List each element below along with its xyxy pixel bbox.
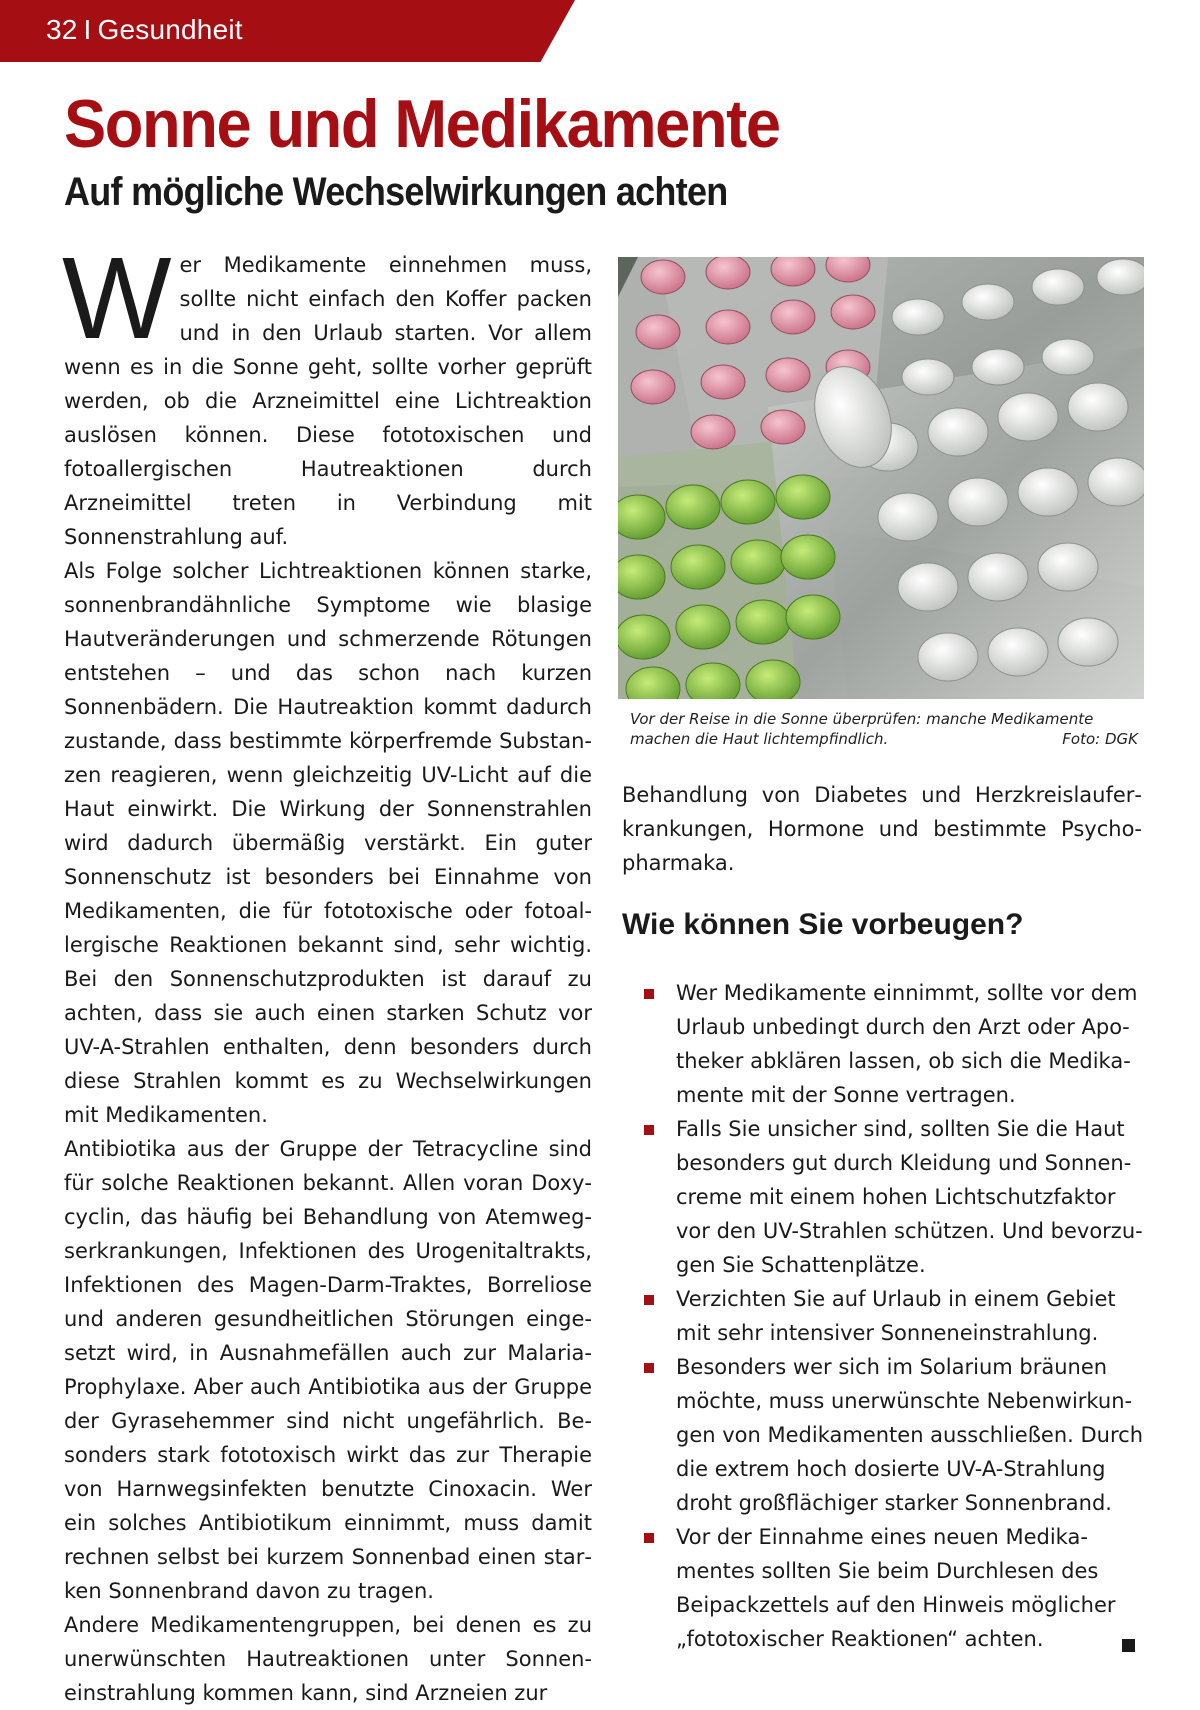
tip-text: Falls Sie unsicher sind, sollten Sie die Haut besonders gut durch Kleidung und Sonnencreme mit einem hohen Lichtschutzfaktor vor den UV-Strahlen schützen. Und bevorzugen Sie Schattenplätze. [676,1117,1143,1277]
bullet-square-icon [644,1125,654,1135]
white-tablet [962,284,1014,320]
pink-pill [706,257,750,289]
section-name: Gesundheit [97,14,243,45]
pink-pill [636,315,680,349]
body-paragraph: Als Folge solcher Lichtreaktionen können starke, sonnenbrandähnliche Symptome wie blasige Hautveränderungen und schmerzende Rötungen entstehen – und das schon nach kurzen Sonnenbädern. Die Hautreaktion kommt dadurch zustande, dass bestimmte körperfremde Substanzen reagieren, wenn gleichzeitig UV-Licht auf die Haut einwirkt. Die Wirkung der Sonnenstrahlen wird dadurch übermäßig verstärkt. Ein guter Sonnenschutz ist besonders bei Einnahme von Medikamenten, die für fototoxische oder fotoallergische Reaktionen bekannt sind, sehr wichtig. Bei den Sonnenschutzprodukten ist darauf zu achten, dass sie auch einen starken Schutz vor UV-A-Strahlen enthalten, denn besonders durch diese Strahlen kommt es zu Wechselwirkungen mit Medikamenten. [64,559,592,1127]
pink-pill [706,310,750,344]
white-tablet [892,299,944,335]
prevention-tips-list [640,976,1145,1656]
page-number: 32 [46,14,78,45]
green-pill [676,605,730,649]
dropcap: W [62,233,172,363]
white-tablet [1032,269,1084,305]
right-column-continuation [622,778,1142,880]
photo-illustration [618,257,1144,699]
green-pill [736,600,790,644]
pink-pill [701,365,745,399]
white-tablet [1058,618,1118,666]
white-tablet [1042,339,1094,375]
white-tablet [1018,468,1078,516]
pink-pill [766,358,810,392]
pink-pill [771,300,815,334]
body-paragraph: Antibiotika aus der Gruppe der Tetracycline sind für solche Reaktionen bekannt. Allen voran Doxycyclin, das häufig bei Behandlung von Atemwegserkrankungen, Infektionen des Urogenitaltrakts, Infektionen des Magen-Darm-Traktes, Borreliose und anderen gesundheitlichen Störungen eingesetzt wird, in Ausnahmefällen auch zur Malaria-Prophylaxe. Aber auch Antibiotika aus der Gruppe der Gyrasehemmer sind nicht ungefährlich. Besonders stark fototoxisch wirkt das zur Therapie von Harnwegsinfekten benutzte Cinoxacin. Wer ein solches Antibiotikum einnimmt, muss damit rechnen selbst bei kurzem Sonnenbad einen starken Sonnenbrand davon zu tragen. [64,1137,592,1603]
pill-blister-photo [618,257,1144,699]
green-pill [781,535,835,579]
green-pill [618,555,665,599]
white-tablet [928,408,988,456]
pink-pill [691,415,735,449]
green-pill [666,485,720,529]
white-tablet [918,633,978,681]
bullet-square-icon [644,1533,654,1543]
green-pill [731,540,785,584]
white-tablet [988,628,1048,676]
bullet-square-icon [644,989,654,999]
pink-pill [831,295,875,329]
list-item [640,1112,1145,1282]
white-tablet [968,553,1028,601]
paragraph-text: er Medikamente einnehmen muss, sollte nicht einfach den Koffer packen und in den Urlaub starten. Vor allem wenn es in die Sonne geht, sollte vorher geprüft werden, ob die Arzneimittel eine Lichtreaktion auslösen können. Diese fototoxischen und fotoallergischen Hautreaktionen durch Arzneimittel treten in Verbindung mit Sonnenstrahlung auf. [64,253,592,549]
bullet-square-icon [644,1363,654,1373]
intro-paragraph [62,233,592,554]
body-paragraph: Andere Medikamentengruppen, bei denen es zu unerwünschten Hautreaktionen unter Sonneneinstrahlung kommen kann, sind Arzneien zur [64,1613,592,1705]
white-tablet [898,563,958,611]
pink-pill [771,257,815,286]
white-tablet [902,359,954,395]
white-tablet [1068,383,1128,431]
green-pill [618,615,670,659]
caption-text: Vor der Reise in die Sonne überprüfen: manche Medikamente machen die Haut lichtempfindlich. [630,710,1094,748]
list-item [640,1350,1145,1520]
header-separator: I [83,14,92,45]
left-column [62,233,592,1710]
green-pill [721,480,775,524]
green-pill [746,660,800,699]
white-tablet [948,478,1008,526]
green-pill [776,475,830,519]
tip-text: Verzichten Sie auf Urlaub in einem Gebiet mit sehr intensiver Sonneneinstrahlung. [676,1287,1116,1345]
article-subtitle: Auf mögliche Wechselwirkungen achten [64,170,728,214]
article-title: Sonne und Medikamente [64,86,780,162]
white-tablet [878,493,938,541]
section-heading: Wie können Sie vorbeugen? [622,908,1024,941]
green-pill [786,595,840,639]
green-pill [618,495,665,539]
page-header [46,14,243,46]
tip-text: Vor der Einnahme eines neuen Medikamentes sollten Sie beim Durchlesen des Beipackzettels auf den Hinweis möglicher „fototoxischer Reaktionen“ achten. [676,1525,1116,1651]
list-item [640,1282,1145,1350]
tip-text: Besonders wer sich im Solarium bräunen möchte, muss unerwünschte Nebenwirkungen von Medikamenten ausschließen. Durch die extrem hoch dosierte UV-A-Strahlung droht großflächiger starker Sonnenbrand. [676,1355,1144,1515]
tip-text: Wer Medikamente einnimmt, sollte vor dem Urlaub unbedingt durch den Arzt oder Apotheker abklären lassen, ob sich die Medikamente mit der Sonne vertragen. [676,981,1138,1107]
article-end-square-icon [1122,1639,1135,1652]
white-tablet [972,349,1024,385]
photo-credit: Foto: DGK [1062,730,1138,748]
pink-pill [631,370,675,404]
green-pill [671,545,725,589]
continuation-paragraph: Behandlung von Diabetes und Herzkreislauferkrankungen, Hormone und bestimmte Psychopharmaka. [622,783,1142,875]
bullet-square-icon [644,1295,654,1305]
photo-caption [630,709,1138,749]
white-tablet [1038,543,1098,591]
white-tablet [998,393,1058,441]
pink-pill [641,260,685,294]
list-item [640,976,1145,1112]
white-tablet [1097,259,1144,295]
white-tablet [1088,458,1144,506]
list-item [640,1520,1145,1656]
pink-pill [761,410,805,444]
